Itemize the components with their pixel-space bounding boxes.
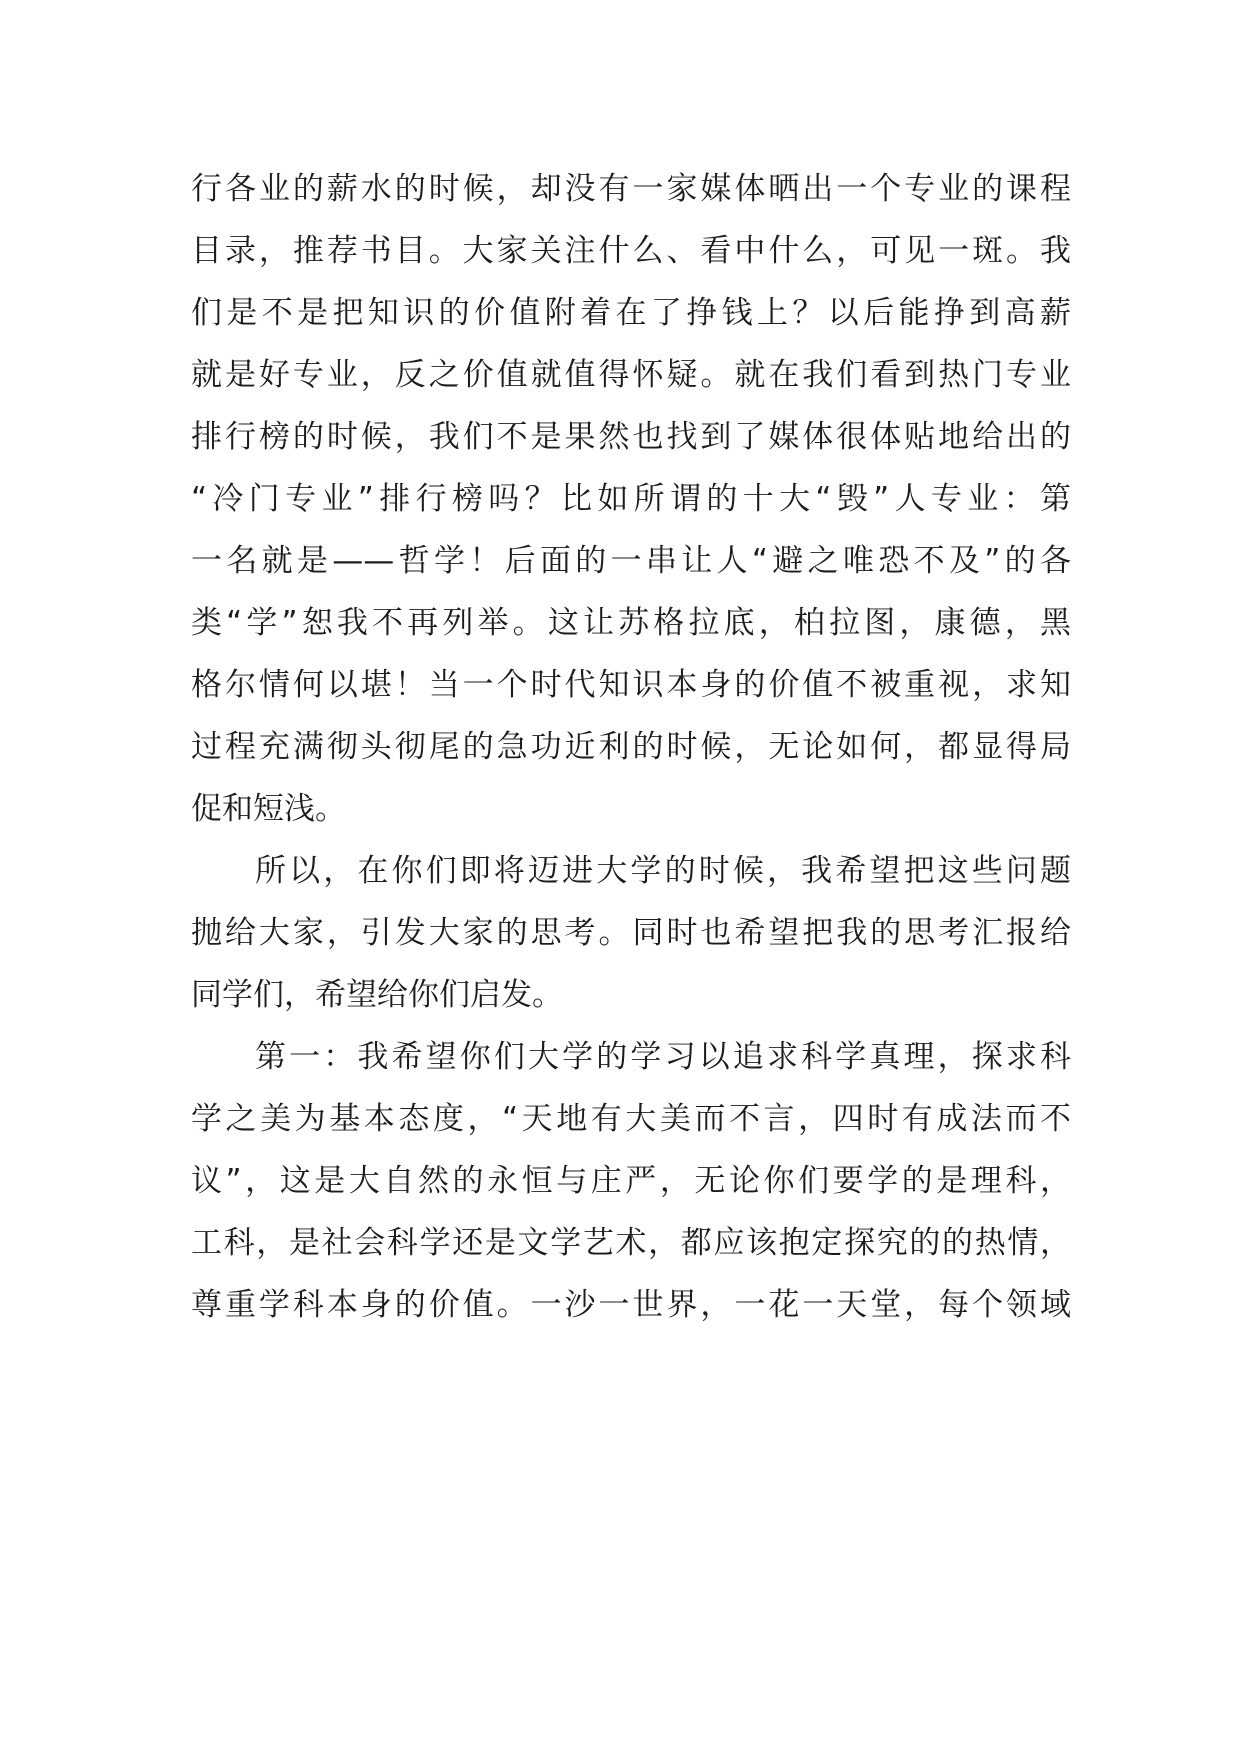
text-line: 类“学”恕我不再列举。这让苏格拉底，柏拉图，康德，黑 (191, 605, 1071, 641)
text-line: 们是不是把知识的价值附着在了挣钱上？以后能挣到高薪 (191, 295, 1071, 331)
text-line: 促和短浅。 (191, 791, 346, 827)
text-line: 过程充满彻头彻尾的急功近利的时候，无论如何，都显得局 (191, 729, 1071, 765)
text-line: 工科，是社会科学还是文学艺术，都应该抱定探究的的热情， (191, 1225, 1071, 1261)
body-text (191, 158, 1071, 1336)
text-line: 同学们，希望给你们启发。 (191, 977, 563, 1013)
text-line: 行各业的薪水的时候，却没有一家媒体晒出一个专业的课程 (191, 171, 1071, 207)
paragraph-first-line: 所以，在你们即将迈进大学的时候，我希望把这些问题 (255, 853, 1071, 889)
text-line: 学之美为基本态度，“天地有大美而不言，四时有成法而不 (191, 1101, 1071, 1137)
text-line: 议”，这是大自然的永恒与庄严，无论你们要学的是理科， (191, 1163, 1071, 1199)
text-line: 格尔情何以堪！当一个时代知识本身的价值不被重视，求知 (191, 667, 1071, 703)
text-line: “冷门专业”排行榜吗？比如所谓的十大“毁”人专业：第 (191, 481, 1071, 517)
paragraph-first-line: 第一：我希望你们大学的学习以追求科学真理，探求科 (255, 1039, 1071, 1075)
text-line: 尊重学科本身的价值。一沙一世界，一花一天堂，每个领域 (191, 1287, 1071, 1323)
text-line: 目录，推荐书目。大家关注什么、看中什么，可见一斑。我 (191, 233, 1071, 269)
text-line: 排行榜的时候，我们不是果然也找到了媒体很体贴地给出的 (191, 419, 1071, 455)
text-line: 一名就是——哲学！后面的一串让人“避之唯恐不及”的各 (191, 543, 1071, 579)
text-line: 就是好专业，反之价值就值得怀疑。就在我们看到热门专业 (191, 357, 1071, 393)
text-line: 抛给大家，引发大家的思考。同时也希望把我的思考汇报给 (191, 915, 1071, 951)
